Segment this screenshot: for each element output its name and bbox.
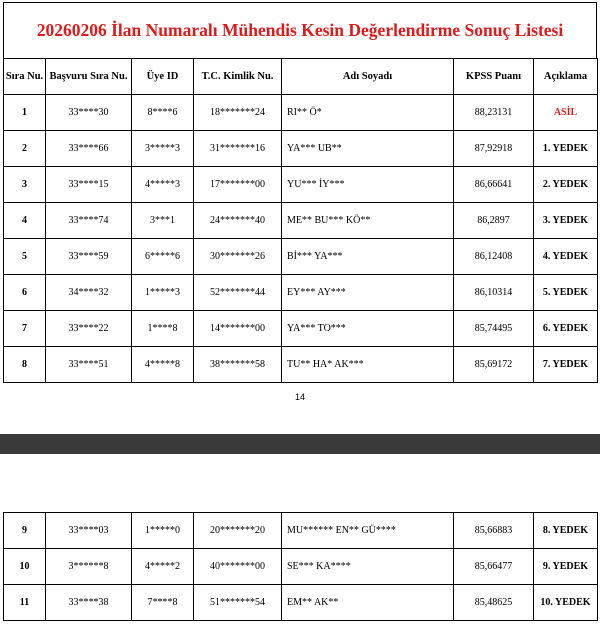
cell-ad: EY*** AY*** (282, 275, 454, 311)
cell-uye: 8****6 (132, 95, 194, 131)
cell-tc: 38*******58 (194, 347, 282, 383)
cell-tc: 18*******24 (194, 95, 282, 131)
cell-ad: YU*** İY*** (282, 167, 454, 203)
cell-uye: 4*****2 (132, 549, 194, 585)
page-separator (0, 434, 600, 454)
table-row (4, 239, 598, 275)
header-aciklama: Açıklama (534, 59, 598, 95)
table-row (4, 95, 598, 131)
cell-basvuru: 33****30 (46, 95, 132, 131)
cell-kpss: 85,69172 (454, 347, 534, 383)
cell-uye: 7****8 (132, 585, 194, 621)
cell-aciklama: 1. YEDEK (534, 131, 598, 167)
cell-sira: 5 (4, 239, 46, 275)
cell-uye: 3*****3 (132, 131, 194, 167)
cell-basvuru: 33****22 (46, 311, 132, 347)
cell-uye: 3***1 (132, 203, 194, 239)
table-row (4, 275, 598, 311)
header-uye: Üye ID (132, 59, 194, 95)
cell-kpss: 85,48625 (454, 585, 534, 621)
header-basvuru: Başvuru Sıra Nu. (46, 59, 132, 95)
table-row (4, 311, 598, 347)
cell-tc: 40*******00 (194, 549, 282, 585)
cell-aciklama: 9. YEDEK (534, 549, 598, 585)
cell-tc: 20*******20 (194, 513, 282, 549)
cell-tc: 51*******54 (194, 585, 282, 621)
cell-kpss: 85,74495 (454, 311, 534, 347)
table-row (4, 513, 598, 549)
cell-basvuru: 3******8 (46, 549, 132, 585)
cell-tc: 14*******00 (194, 311, 282, 347)
cell-sira: 3 (4, 167, 46, 203)
cell-ad: YA*** TO*** (282, 311, 454, 347)
cell-basvuru: 34****32 (46, 275, 132, 311)
cell-sira: 10 (4, 549, 46, 585)
cell-ad: Bİ*** YA*** (282, 239, 454, 275)
header-kpss: KPSS Puanı (454, 59, 534, 95)
page-number: 14 (294, 392, 305, 402)
header-tc: T.C. Kimlik Nu. (194, 59, 282, 95)
cell-tc: 24*******40 (194, 203, 282, 239)
cell-ad: ME** BU*** KÖ** (282, 203, 454, 239)
cell-kpss: 85,66477 (454, 549, 534, 585)
cell-uye: 1*****0 (132, 513, 194, 549)
cell-uye: 6*****6 (132, 239, 194, 275)
cell-sira: 8 (4, 347, 46, 383)
cell-basvuru: 33****51 (46, 347, 132, 383)
cell-aciklama: 5. YEDEK (534, 275, 598, 311)
cell-kpss: 85,66883 (454, 513, 534, 549)
cell-sira: 11 (4, 585, 46, 621)
cell-kpss: 87,92918 (454, 131, 534, 167)
table-row (4, 167, 598, 203)
cell-ad: TU** HA* AK*** (282, 347, 454, 383)
document-title: 20260206 İlan Numaralı Mühendis Kesin Değerlendirme Sonuç Listesi (36, 20, 564, 40)
cell-kpss: 86,10314 (454, 275, 534, 311)
cell-aciklama: 6. YEDEK (534, 311, 598, 347)
cell-kpss: 88,23131 (454, 95, 534, 131)
cell-kpss: 86,12408 (454, 239, 534, 275)
document-page-2 (0, 454, 600, 624)
cell-kpss: 86,2897 (454, 203, 534, 239)
cell-ad: MU****** EN** GÜ**** (282, 513, 454, 549)
cell-tc: 52*******44 (194, 275, 282, 311)
table-header-row (4, 59, 598, 95)
cell-sira: 4 (4, 203, 46, 239)
header-ad: Adı Soyadı (282, 59, 454, 95)
cell-kpss: 86,66641 (454, 167, 534, 203)
cell-basvuru: 33****59 (46, 239, 132, 275)
cell-uye: 4*****8 (132, 347, 194, 383)
table-row (4, 131, 598, 167)
table-row (4, 347, 598, 383)
cell-sira: 9 (4, 513, 46, 549)
cell-aciklama: 7. YEDEK (534, 347, 598, 383)
cell-uye: 4*****3 (132, 167, 194, 203)
cell-aciklama: 3. YEDEK (534, 203, 598, 239)
cell-basvuru: 33****15 (46, 167, 132, 203)
cell-basvuru: 33****66 (46, 131, 132, 167)
cell-ad: YA*** UB** (282, 131, 454, 167)
cell-uye: 1****8 (132, 311, 194, 347)
cell-tc: 30*******26 (194, 239, 282, 275)
cell-tc: 31*******16 (194, 131, 282, 167)
cell-ad: EM** AK** (282, 585, 454, 621)
cell-uye: 1*****3 (132, 275, 194, 311)
cell-sira: 7 (4, 311, 46, 347)
cell-ad: SE*** KA**** (282, 549, 454, 585)
cell-aciklama: ASİL (534, 95, 598, 131)
results-table (3, 58, 598, 383)
cell-basvuru: 33****03 (46, 513, 132, 549)
cell-aciklama: 2. YEDEK (534, 167, 598, 203)
table-row (4, 549, 598, 585)
cell-sira: 2 (4, 131, 46, 167)
results-table-continued (3, 512, 598, 621)
table-row (4, 585, 598, 621)
cell-aciklama: 10. YEDEK (534, 585, 598, 621)
cell-basvuru: 33****38 (46, 585, 132, 621)
cell-sira: 1 (4, 95, 46, 131)
cell-aciklama: 8. YEDEK (534, 513, 598, 549)
cell-ad: RI** Ö* (282, 95, 454, 131)
cell-sira: 6 (4, 275, 46, 311)
cell-basvuru: 33****74 (46, 203, 132, 239)
header-sira: Sıra Nu. (4, 59, 46, 95)
cell-tc: 17*******00 (194, 167, 282, 203)
title-box (3, 2, 597, 58)
table-row (4, 203, 598, 239)
cell-aciklama: 4. YEDEK (534, 239, 598, 275)
